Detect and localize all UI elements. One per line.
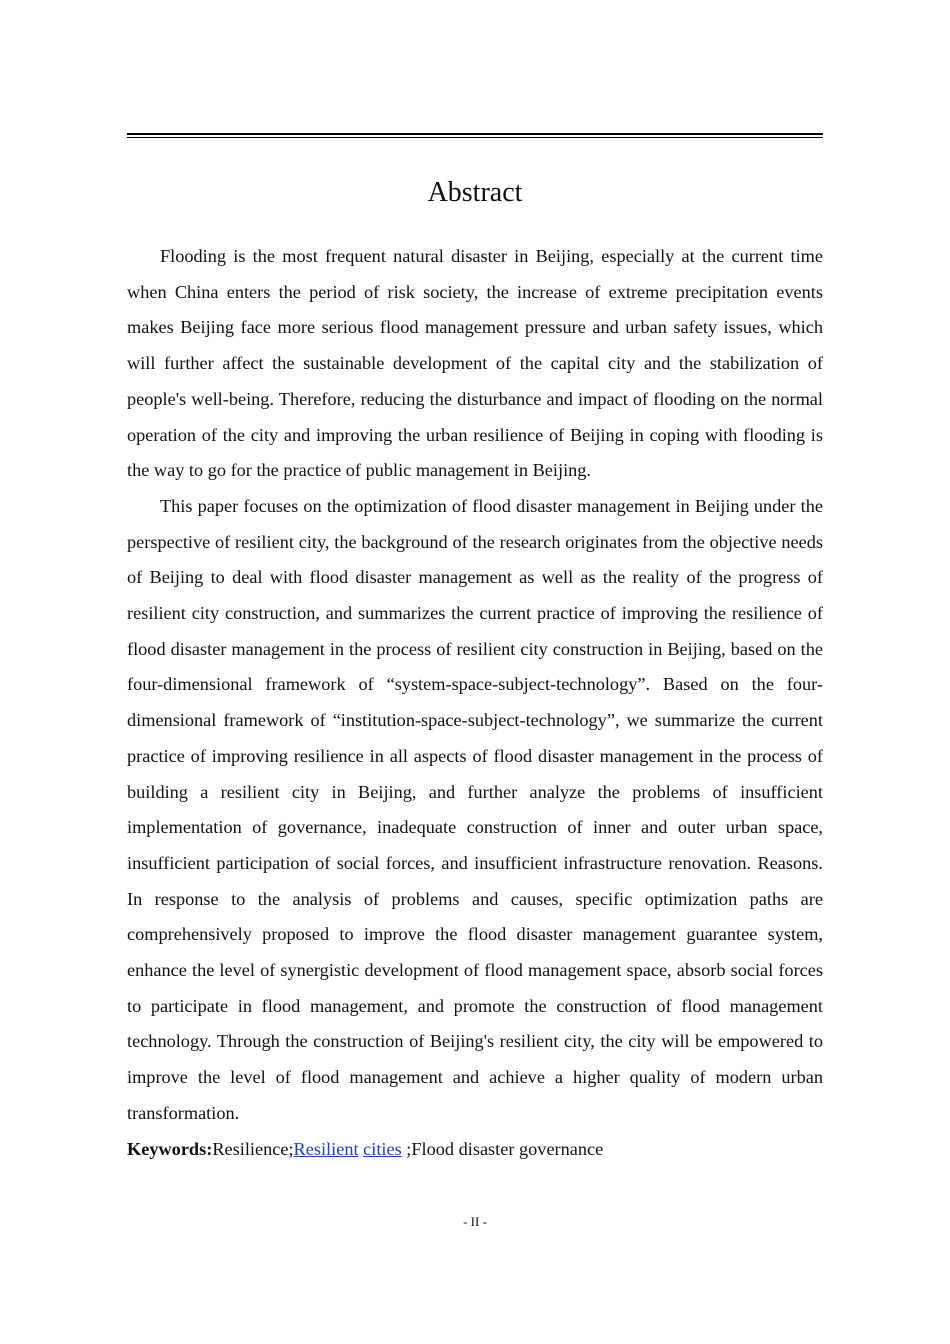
header-rule-thick — [127, 133, 823, 135]
keyword-link-resilient[interactable]: Resilient — [293, 1138, 359, 1159]
keyword-resilience: Resilience; — [212, 1138, 294, 1159]
abstract-paragraph-2: This paper focuses on the optimization of flood disaster management in Beijing under the perspective of resilient city, the background of the research originates from the objective needs of Beijing to deal with flood disaster management as well as the reality of the progress of resilient city construction, and summarizes the current practice of improving the resilience of flood disaster management in the process of resilient city construction in Beijing, based on the four-dimensional framework of “system-space-subject-technology”. Based on the four-dimensional framework of “institution-space-subject-technology”, we summarize the current practice of improving resilience in all aspects of flood disaster management in the process of building a resilient city in Beijing, and further analyze the problems of insufficient implementation of governance, inadequate construction of inner and outer urban space, insufficient participation of social forces, and insufficient infrastructure renovation. Reasons. In response to the analysis of problems and causes, specific optimization paths are comprehensively proposed to improve the flood disaster management guarantee system, enhance the level of synergistic development of flood management space, absorb social forces to participate in flood management, and promote the construction of flood management technology. Through the construction of Beijing's resilient city, the city will be empowered to improve the level of flood management and achieve a higher quality of modern urban transformation. — [127, 495, 823, 1123]
page-title: Abstract — [427, 177, 523, 208]
keywords-label: Keywords: — [127, 1138, 213, 1159]
keyword-link-cities[interactable]: cities — [363, 1138, 402, 1159]
keyword-flood-governance: ;Flood disaster governance — [401, 1138, 604, 1159]
keywords-line — [127, 1132, 823, 1168]
page-number: - II - — [463, 1214, 487, 1229]
abstract-paragraph-1: Flooding is the most frequent natural disaster in Beijing, especially at the current time when China enters the period of risk society, the increase of extreme precipitation events makes Beijing face more serious flood management pressure and urban safety issues, which will further affect the sustainable development of the capital city and the stabilization of people's well-being. Therefore, reducing the disturbance and impact of flooding on the normal operation of the city and improving the urban resilience of Beijing in coping with flooding is the way to go for the practice of public management in Beijing. — [127, 246, 823, 481]
header-rule-thin — [127, 137, 823, 138]
abstract-body — [127, 239, 823, 1167]
